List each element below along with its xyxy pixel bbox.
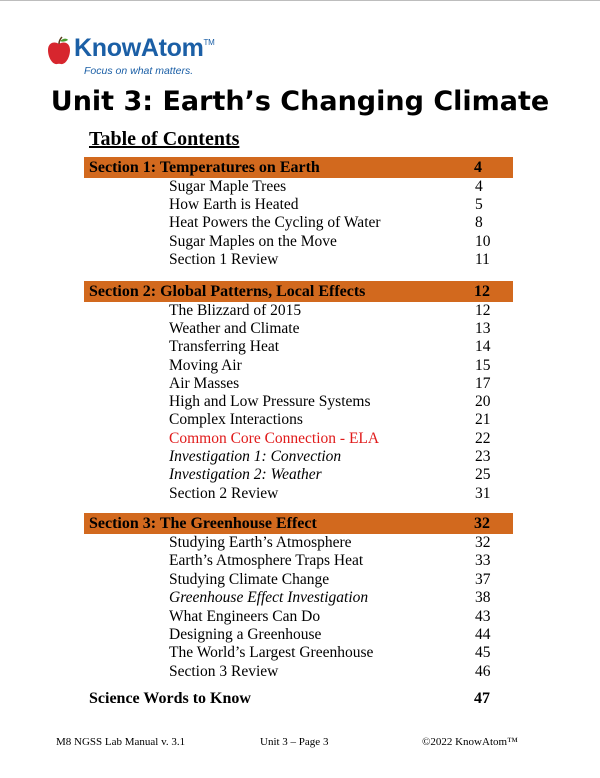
entry-page: 15 <box>475 357 491 374</box>
entry-page: 5 <box>475 196 483 213</box>
footer-page: Unit 3 – Page 3 <box>260 736 329 748</box>
section-page: 12 <box>474 283 490 300</box>
entry-title: Weather and Climate <box>169 320 300 337</box>
entry-page: 46 <box>475 663 491 680</box>
toc-entry <box>169 534 509 552</box>
entry-page: 47 <box>474 690 490 707</box>
entry-title: Transferring Heat <box>169 338 280 355</box>
entry-title: Investigation 1: Convection <box>169 448 342 465</box>
toc-entry <box>169 178 509 196</box>
toc-entry <box>169 375 509 393</box>
toc-entry <box>169 393 509 411</box>
toc-entry <box>169 357 509 375</box>
entry-title: Heat Powers the Cycling of Water <box>169 214 381 231</box>
entry-page: 17 <box>475 375 491 392</box>
toc-entry <box>169 214 509 232</box>
toc-entry-ela <box>169 430 509 448</box>
section-title: Section 1: Temperatures on Earth <box>89 159 320 176</box>
entry-title: Section 2 Review <box>169 485 279 502</box>
toc-entry <box>169 251 509 269</box>
entry-page: 33 <box>475 552 491 569</box>
section-page: 32 <box>474 515 490 532</box>
entry-page: 20 <box>475 393 491 410</box>
entry-page: 23 <box>475 448 491 465</box>
entry-title: Section 3 Review <box>169 663 279 680</box>
entry-page: 44 <box>475 626 491 643</box>
brand-name: KnowAtom™ <box>74 34 215 62</box>
toc-entry <box>169 448 509 466</box>
entry-page: 13 <box>475 320 491 337</box>
top-border <box>0 0 600 1</box>
entry-page: 21 <box>475 411 491 428</box>
entry-title: Section 1 Review <box>169 251 279 268</box>
entry-page: 45 <box>475 644 491 661</box>
entry-title: Investigation 2: Weather <box>169 466 322 483</box>
entry-title: Earth’s Atmosphere Traps Heat <box>169 552 364 569</box>
toc-entry <box>169 626 509 644</box>
entry-title: Moving Air <box>169 357 242 374</box>
entry-title: Studying Climate Change <box>169 571 330 588</box>
entry-title: Air Masses <box>169 375 240 392</box>
entry-page: 11 <box>475 251 490 268</box>
toc-entry <box>169 608 509 626</box>
knowatom-logo <box>46 32 246 80</box>
entry-title: Complex Interactions <box>169 411 303 428</box>
brand-tagline: Focus on what matters. <box>84 65 194 77</box>
entry-title: Sugar Maple Trees <box>169 178 287 195</box>
entry-page: 38 <box>475 589 491 606</box>
page-title: Unit 3: Earth’s Changing Climate <box>50 86 550 117</box>
entry-page: 14 <box>475 338 491 355</box>
entry-title: Sugar Maples on the Move <box>169 233 337 250</box>
entry-page: 12 <box>475 302 491 319</box>
entry-page: 10 <box>475 233 491 250</box>
entry-page: 25 <box>475 466 491 483</box>
entry-title: Science Words to Know <box>89 690 251 707</box>
entry-page: 4 <box>475 178 483 195</box>
science-words-entry <box>89 690 509 710</box>
section-3-header <box>84 513 513 534</box>
toc-entry <box>169 338 509 356</box>
toc-entry <box>169 196 509 214</box>
entry-title: What Engineers Can Do <box>169 608 321 625</box>
toc-entry <box>169 552 509 570</box>
toc-entry <box>169 644 509 662</box>
entry-title: The Blizzard of 2015 <box>169 302 302 319</box>
entry-title: Greenhouse Effect Investigation <box>169 589 369 606</box>
toc-entry <box>169 571 509 589</box>
entry-page: 31 <box>475 485 491 502</box>
entry-page: 32 <box>475 534 491 551</box>
toc-entry <box>169 485 509 503</box>
toc-entry <box>169 466 509 484</box>
section-page: 4 <box>474 159 482 176</box>
section-title: Section 3: The Greenhouse Effect <box>89 515 317 532</box>
footer-copyright: ©2022 KnowAtom™ <box>422 736 518 748</box>
entry-title: Common Core Connection - ELA <box>169 430 380 447</box>
toc-entry <box>169 589 509 607</box>
entry-title: Designing a Greenhouse <box>169 626 322 643</box>
section-2-header <box>84 281 513 302</box>
toc-entry <box>169 411 509 429</box>
entry-title: High and Low Pressure Systems <box>169 393 371 410</box>
section-title: Section 2: Global Patterns, Local Effects <box>89 283 366 300</box>
entry-page: 8 <box>475 214 483 231</box>
entry-title: The World’s Largest Greenhouse <box>169 644 374 661</box>
toc-entry <box>169 320 509 338</box>
footer-manual: M8 NGSS Lab Manual v. 3.1 <box>56 736 186 748</box>
toc-heading: Table of Contents <box>89 128 240 150</box>
entry-page: 22 <box>475 430 491 447</box>
section-1-header <box>84 157 513 178</box>
entry-title: How Earth is Heated <box>169 196 299 213</box>
toc-entry <box>169 302 509 320</box>
toc-entry <box>169 663 509 681</box>
entry-page: 43 <box>475 608 491 625</box>
toc-entry <box>169 233 509 251</box>
entry-page: 37 <box>475 571 491 588</box>
entry-title: Studying Earth’s Atmosphere <box>169 534 352 551</box>
apple-icon <box>46 36 72 66</box>
